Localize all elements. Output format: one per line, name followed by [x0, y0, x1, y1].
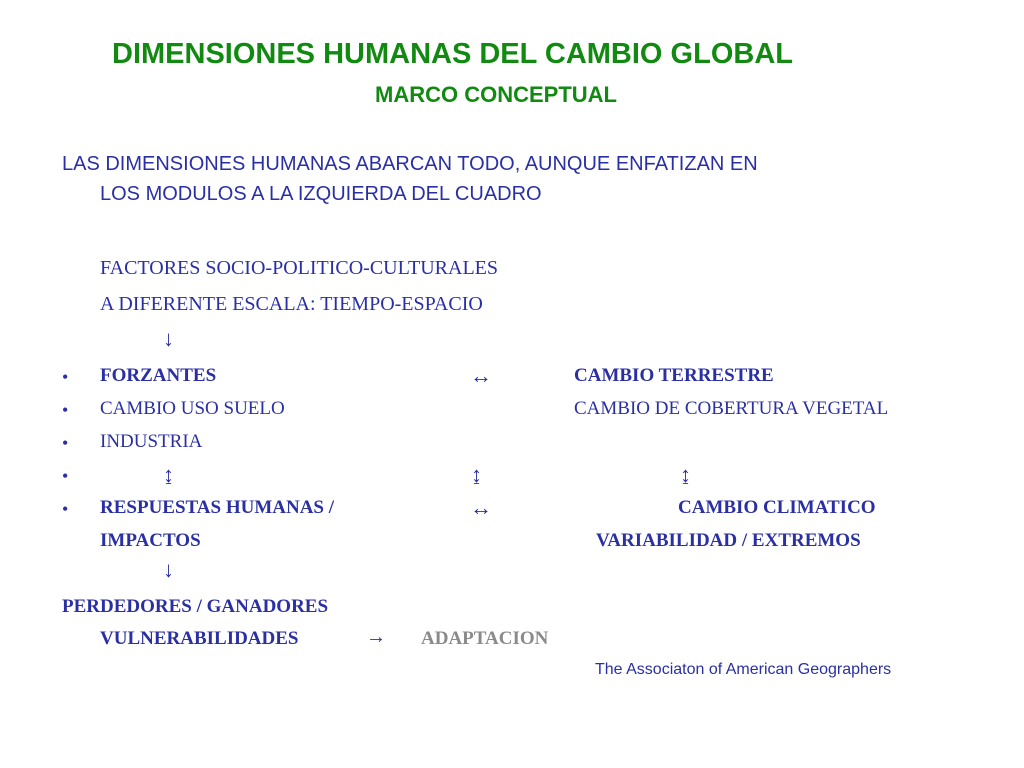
cambio-terrestre-label: CAMBIO TERRESTRE [574, 365, 774, 386]
credit-text: The Associaton of American Geographers [595, 661, 892, 678]
impactos-label: IMPACTOS [100, 530, 201, 551]
bullet-4: • [62, 466, 69, 486]
bidirectional-arrow-1: ↔ [470, 363, 492, 388]
down-arrow-2: ↓ [163, 557, 174, 582]
factors-line-1: FACTORES SOCIO-POLITICO-CULTURALES [100, 257, 498, 279]
industria-label: INDUSTRIA [100, 431, 203, 452]
forzantes-label: FORZANTES [100, 365, 217, 386]
factors-line-2: A DIFERENTE ESCALA: TIEMPO-ESPACIO [100, 293, 483, 315]
respuestas-label: RESPUESTAS HUMANAS / [100, 497, 335, 518]
bidirectional-arrow-2: ↔ [470, 495, 492, 520]
bullet-2: • [62, 400, 69, 420]
slide-title: DIMENSIONES HUMANAS DEL CAMBIO GLOBAL [112, 38, 793, 70]
down-arrow-1: ↓ [163, 326, 174, 351]
updown-arrow-right: ↨ [680, 462, 691, 487]
variabilidad-label: VARIABILIDAD / EXTREMOS [596, 530, 861, 551]
slide-subtitle: MARCO CONCEPTUAL [375, 82, 617, 107]
intro-line-2: LOS MODULOS A LA IZQUIERDA DEL CUADRO [100, 183, 542, 205]
right-arrow: → [366, 626, 386, 648]
bullet-3: • [62, 433, 69, 453]
adaptacion-label: ADAPTACION [421, 628, 549, 649]
vulnerabilidades-label: VULNERABILIDADES [100, 628, 299, 649]
updown-arrow-middle: ↨ [471, 462, 482, 487]
cambio-cobertura-label: CAMBIO DE COBERTURA VEGETAL [574, 398, 889, 419]
cambio-uso-suelo-label: CAMBIO USO SUELO [100, 398, 285, 419]
intro-line-1: LAS DIMENSIONES HUMANAS ABARCAN TODO, AUNQUE ENFATIZAN EN [62, 153, 758, 175]
bullet-1: • [62, 367, 69, 387]
perdedores-label: PERDEDORES / GANADORES [62, 596, 329, 617]
cambio-climatico-label: CAMBIO CLIMATICO [678, 497, 876, 518]
bullet-5: • [62, 499, 69, 519]
updown-arrow-left: ↨ [163, 462, 174, 487]
